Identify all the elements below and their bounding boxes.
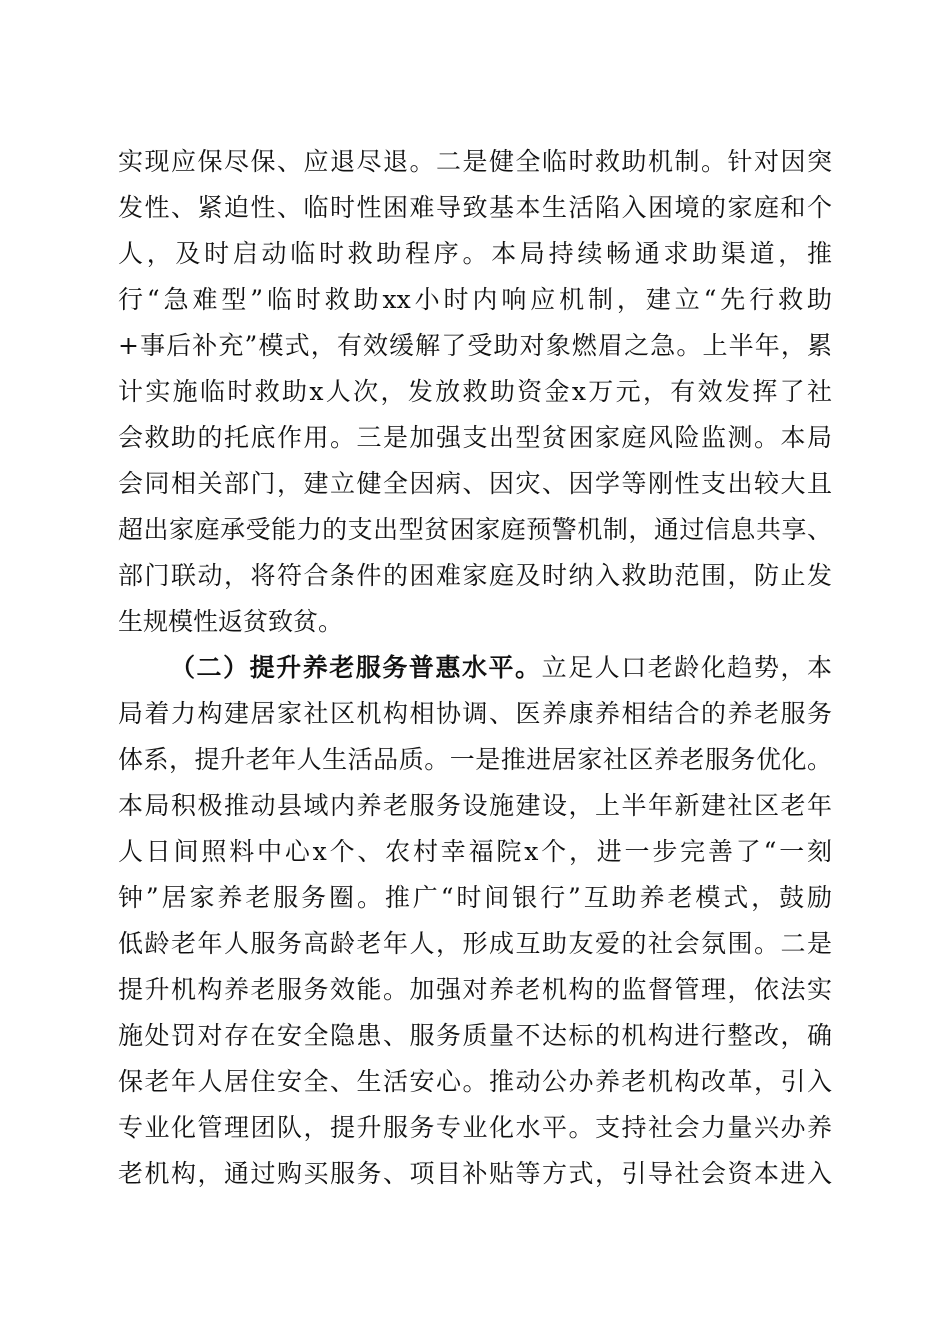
section-heading: （二）提升养老服务普惠水平。 [170, 653, 542, 682]
paragraph-2-line-4: 本局积极推动县域内养老服务设施建设，上半年新建社区老年 [118, 791, 832, 820]
paragraph-2-first-line [170, 646, 832, 690]
paragraph-1-line-3: 人，及时启动临时救助程序。本局持续畅通求助渠道，推 [118, 239, 832, 268]
paragraph-2-line-2: 局着力构建居家社区机构相协调、医养康养相结合的养老服务 [118, 699, 832, 728]
paragraph-2-line-5: 人日间照料中心x个、农村幸福院x个，进一步完善了“一刻 [118, 837, 832, 866]
paragraph-1-line-4: 行“急难型”临时救助xx小时内响应机制，建立“先行救助 [118, 285, 832, 314]
paragraph-1-line-9: 超出家庭承受能力的支出型贫困家庭预警机制，通过信息共享、 [118, 515, 832, 544]
paragraph-2-line-9: 施处罚对存在安全隐患、服务质量不达标的机构进行整改，确 [118, 1021, 832, 1050]
paragraph-2-line-10: 保老年人居住安全、生活安心。推动公办养老机构改革，引入 [118, 1067, 832, 1096]
paragraph-2-line-7: 低龄老年人服务高龄老年人，形成互助友爱的社会氛围。二是 [118, 929, 832, 958]
paragraph-2-line-8: 提升机构养老服务效能。加强对养老机构的监督管理，依法实 [118, 975, 832, 1004]
paragraph-2-line-6: 钟”居家养老服务圈。推广“时间银行”互助养老模式，鼓励 [118, 883, 832, 912]
paragraph-1-line-7: 会救助的托底作用。三是加强支出型贫困家庭风险监测。本局 [118, 423, 832, 452]
paragraph-1-line-11: 生规模性返贫致贫。 [118, 607, 344, 636]
paragraph-1-line-8: 会同相关部门，建立健全因病、因灾、因学等刚性支出较大且 [118, 469, 832, 498]
paragraph-1-line-1: 实现应保尽保、应退尽退。二是健全临时救助机制。针对因突 [118, 147, 832, 176]
paragraph-1-line-5: +事后补充”模式，有效缓解了受助对象燃眉之急。上半年，累 [118, 331, 832, 360]
paragraph-2-line-3: 体系，提升老年人生活品质。一是推进居家社区养老服务优化。 [118, 745, 832, 774]
paragraph-1-line-6: 计实施临时救助x人次，发放救助资金x万元，有效发挥了社 [118, 377, 832, 406]
paragraph-2-first-line-text: 立足人口老龄化趋势，本 [541, 653, 832, 682]
paragraph-1-line-2: 发性、紧迫性、临时性困难导致基本生活陷入困境的家庭和个 [118, 193, 832, 222]
paragraph-2-line-12: 老机构，通过购买服务、项目补贴等方式，引导社会资本进入 [118, 1159, 832, 1188]
paragraph-2-line-11: 专业化管理团队，提升服务专业化水平。支持社会力量兴办养 [118, 1113, 832, 1142]
paragraph-1-line-10: 部门联动，将符合条件的困难家庭及时纳入救助范围，防止发 [118, 561, 832, 590]
